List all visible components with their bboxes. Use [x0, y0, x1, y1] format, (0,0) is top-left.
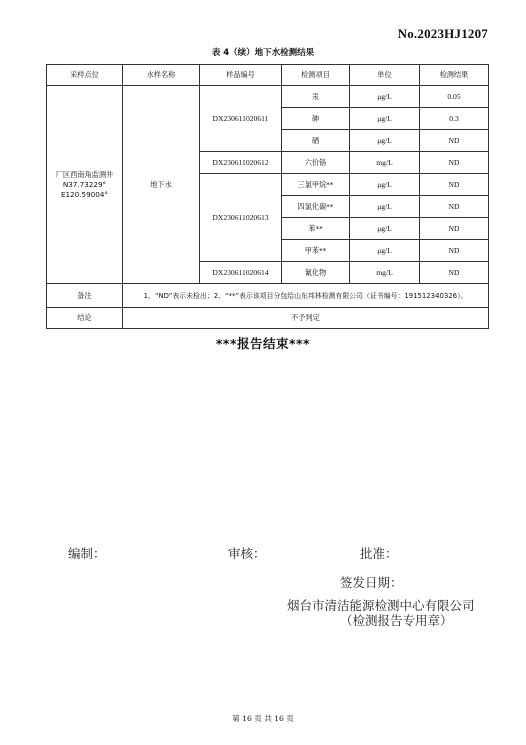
unit-cell: mg/L: [350, 262, 420, 284]
sampling-point-lon: E120.59004°: [60, 189, 108, 199]
note-label: 备注: [47, 284, 123, 308]
result-cell: ND: [420, 152, 489, 174]
report-number: No.2023HJ1207: [397, 26, 488, 41]
groundwater-results-table: [46, 64, 489, 329]
note-row: [47, 284, 489, 308]
water-type-cell: 地下水: [123, 86, 200, 284]
test-item-cell: 氰化物: [282, 262, 350, 284]
organization-name: 烟台市清洁能源检测中心有限公司: [287, 598, 475, 613]
test-item-cell: 甲苯**: [282, 240, 350, 262]
compiled-by-label: 编制：: [68, 546, 106, 561]
table-header-row: [47, 65, 489, 86]
header-unit: 单位: [350, 65, 420, 86]
sample-id-cell: DX230611020612: [200, 152, 282, 174]
test-item-cell: 汞: [282, 86, 350, 108]
result-cell: ND: [420, 262, 489, 284]
unit-cell: mg/L: [350, 152, 420, 174]
conclusion-row: [47, 308, 489, 329]
approved-by-label: 批准：: [360, 546, 398, 561]
unit-cell: μg/L: [350, 218, 420, 240]
header-water-type: 水样名称: [123, 65, 200, 86]
unit-cell: μg/L: [350, 130, 420, 152]
unit-cell: μg/L: [350, 196, 420, 218]
sampling-point-name: 厂区西南角监测井: [55, 169, 114, 179]
note-text: 1、“ND”表示未检出；2、“**”表示该项目分包给山东邦林检测有限公司（证书编号：191512340326）。: [123, 284, 489, 308]
result-cell: ND: [420, 130, 489, 152]
sample-id-cell: DX230611020613: [200, 174, 282, 262]
test-item-cell: 砷: [282, 108, 350, 130]
issue-date-label: 签发日期：: [340, 575, 403, 590]
result-cell: ND: [420, 218, 489, 240]
sample-id-cell: DX230611020611: [200, 86, 282, 152]
unit-cell: μg/L: [350, 174, 420, 196]
test-item-cell: 六价铬: [282, 152, 350, 174]
sampling-point-lat: N37.73229°: [62, 179, 107, 189]
result-cell: ND: [420, 196, 489, 218]
test-item-cell: 四氯化碳**: [282, 196, 350, 218]
table-row: [47, 86, 489, 108]
header-result: 检测结果: [420, 65, 489, 86]
unit-cell: μg/L: [350, 86, 420, 108]
reviewed-by-label: 审核：: [228, 546, 266, 561]
result-cell: 0.3: [420, 108, 489, 130]
conclusion-label: 结论: [47, 308, 123, 329]
sampling-point-cell: [47, 86, 123, 284]
table-title: 表 4（续）地下水检测结果: [211, 48, 315, 58]
page-number: 第 16 页 共 16 页: [232, 714, 294, 723]
result-cell: 0.05: [420, 86, 489, 108]
test-item-cell: 苯**: [282, 218, 350, 240]
header-sample-id: 样品编号: [200, 65, 282, 86]
organization-seal-label: （检测报告专用章）: [340, 613, 453, 628]
conclusion-text: 不予判定: [123, 308, 489, 329]
header-sampling-point: 采样点位: [47, 65, 123, 86]
test-item-cell: 硒: [282, 130, 350, 152]
unit-cell: μg/L: [350, 240, 420, 262]
test-item-cell: 三氯甲烷**: [282, 174, 350, 196]
header-test-item: 检测项目: [282, 65, 350, 86]
unit-cell: μg/L: [350, 108, 420, 130]
report-end-mark: ***报告结束***: [215, 336, 311, 351]
result-cell: ND: [420, 240, 489, 262]
sample-id-cell: DX230611020614: [200, 262, 282, 284]
result-cell: ND: [420, 174, 489, 196]
